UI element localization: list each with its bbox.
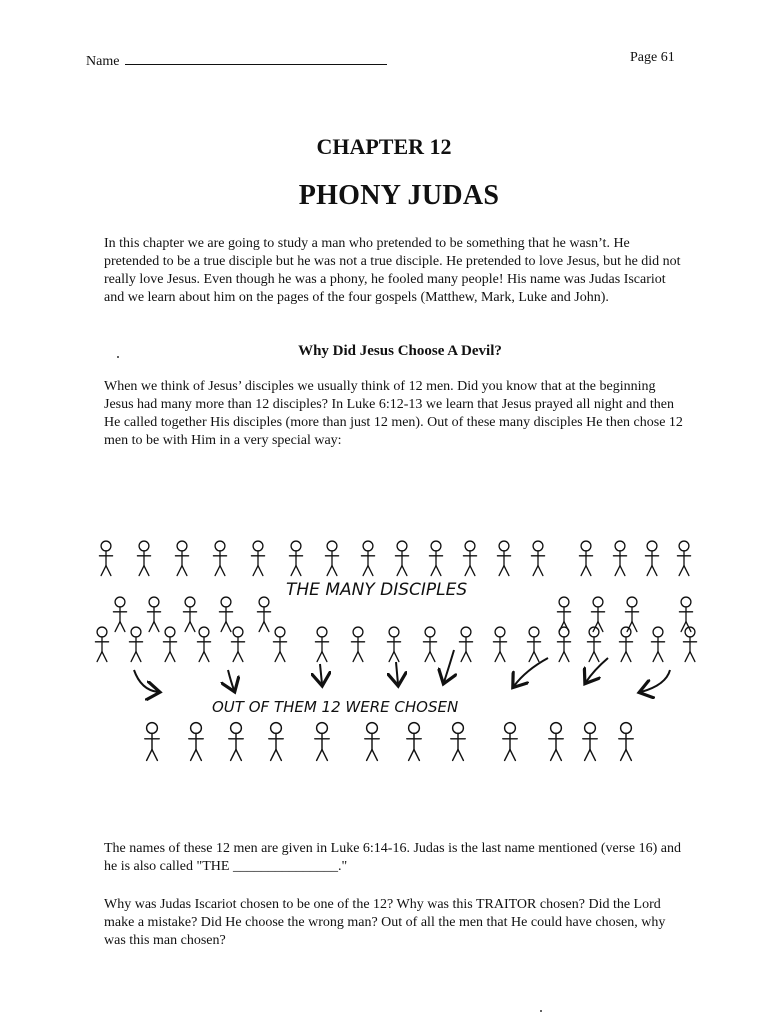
disciple-figure <box>677 541 690 575</box>
disciple-figure <box>557 597 570 631</box>
many-disciples-group <box>95 541 696 661</box>
chosen-disciple-figure <box>189 723 203 761</box>
question-paragraph: Why was Judas Iscariot chosen to be one of the 12? Why was this TRAITOR chosen? Did the Lord make a mistake? Did He choose the wrong man? Out of all the men that He could have chosen, why was this man chosen? <box>104 897 666 948</box>
disciple-figure <box>463 541 476 575</box>
chosen-disciple-figure <box>315 723 329 761</box>
chosen-disciple-figure <box>583 723 597 761</box>
disciple-figure <box>645 541 658 575</box>
choosing-arrows <box>134 650 670 692</box>
disciple-figure <box>625 597 638 631</box>
disciple-figure <box>683 627 696 661</box>
chosen-disciple-figure <box>619 723 633 761</box>
disciple-figure <box>129 627 142 661</box>
disciple-figure <box>587 627 600 661</box>
disciple-figure <box>95 627 108 661</box>
disciple-figure <box>619 627 632 661</box>
disciple-figure <box>183 597 196 631</box>
disciple-figure <box>175 541 188 575</box>
disciple-figure <box>579 541 592 575</box>
disciple-figure <box>591 597 604 631</box>
disciple-figure <box>289 541 302 575</box>
name-blank[interactable] <box>125 52 387 65</box>
stray-mark <box>540 1010 542 1012</box>
chosen-caption: OUT OF THEM 12 WERE CHOSEN <box>212 698 459 716</box>
disciple-figure <box>527 627 540 661</box>
disciple-figure <box>423 627 436 661</box>
chosen-disciple-figure <box>549 723 563 761</box>
disciple-figure <box>557 627 570 661</box>
disciple-figure <box>679 597 692 631</box>
disciple-figure <box>325 541 338 575</box>
names-paragraph: The names of these 12 men are given in Luke 6:14-16. Judas is the last name mentioned (verse 16) and he is also called "THE _______________." <box>104 841 681 874</box>
disciple-figure <box>219 597 232 631</box>
twelve-chosen-group <box>145 723 633 761</box>
disciple-figure <box>137 541 150 575</box>
disciple-figure <box>197 627 210 661</box>
disciple-figure <box>361 541 374 575</box>
disciple-figure <box>613 541 626 575</box>
disciple-figure <box>231 627 244 661</box>
disciple-figure <box>147 597 160 631</box>
disciple-figure <box>429 541 442 575</box>
many-disciples-caption: THE MANY DISCIPLES <box>286 580 468 600</box>
chosen-disciple-figure <box>269 723 283 761</box>
chosen-disciple-figure <box>365 723 379 761</box>
chosen-disciple-figure <box>503 723 517 761</box>
chapter-heading: CHAPTER 12 <box>316 134 452 159</box>
name-label: Name <box>86 54 120 69</box>
disciple-figure <box>395 541 408 575</box>
disciples-illustration <box>86 520 706 780</box>
page-title: PHONY JUDAS <box>298 180 500 211</box>
chosen-disciple-figure <box>145 723 159 761</box>
chosen-disciple-figure <box>229 723 243 761</box>
disciple-figure <box>351 627 364 661</box>
intro-paragraph: In this chapter we are going to study a man who pretended to be something that he wasn’t. He pretended to be a true disciple but he was not a true disciple. He pretended to love Jesus, but he did not really love Jesus. Even though he was a phony, he fooled many people! His name was Judas Iscariot and we learn about him on the pages of the four gospels (Matthew, Mark, Luke and John). <box>104 236 681 305</box>
disciple-figure <box>459 627 472 661</box>
disciple-figure <box>113 597 126 631</box>
disciple-figure <box>493 627 506 661</box>
section-paragraph: When we think of Jesus’ disciples we usually think of 12 men. Did you know that at the beginning Jesus had many more than 12 disciples? In Luke 6:12-13 we learn that Jesus prayed all night and then He called together His disciples (more than just 12 men). Out of these many disciples He then chose 12 men to be with Him in a very special way: <box>104 379 683 448</box>
page-number: Page 61 <box>630 50 675 65</box>
name-field[interactable] <box>86 52 387 70</box>
disciple-figure <box>163 627 176 661</box>
section-heading: Why Did Jesus Choose A Devil? <box>298 343 502 359</box>
disciple-figure <box>257 597 270 631</box>
disciple-figure <box>251 541 264 575</box>
chosen-disciple-figure <box>407 723 421 761</box>
disciple-figure <box>315 627 328 661</box>
chosen-disciple-figure <box>451 723 465 761</box>
disciple-figure <box>213 541 226 575</box>
disciple-figure <box>531 541 544 575</box>
disciple-figure <box>651 627 664 661</box>
disciple-figure <box>273 627 286 661</box>
disciple-figure <box>99 541 112 575</box>
disciple-figure <box>497 541 510 575</box>
disciple-figure <box>387 627 400 661</box>
